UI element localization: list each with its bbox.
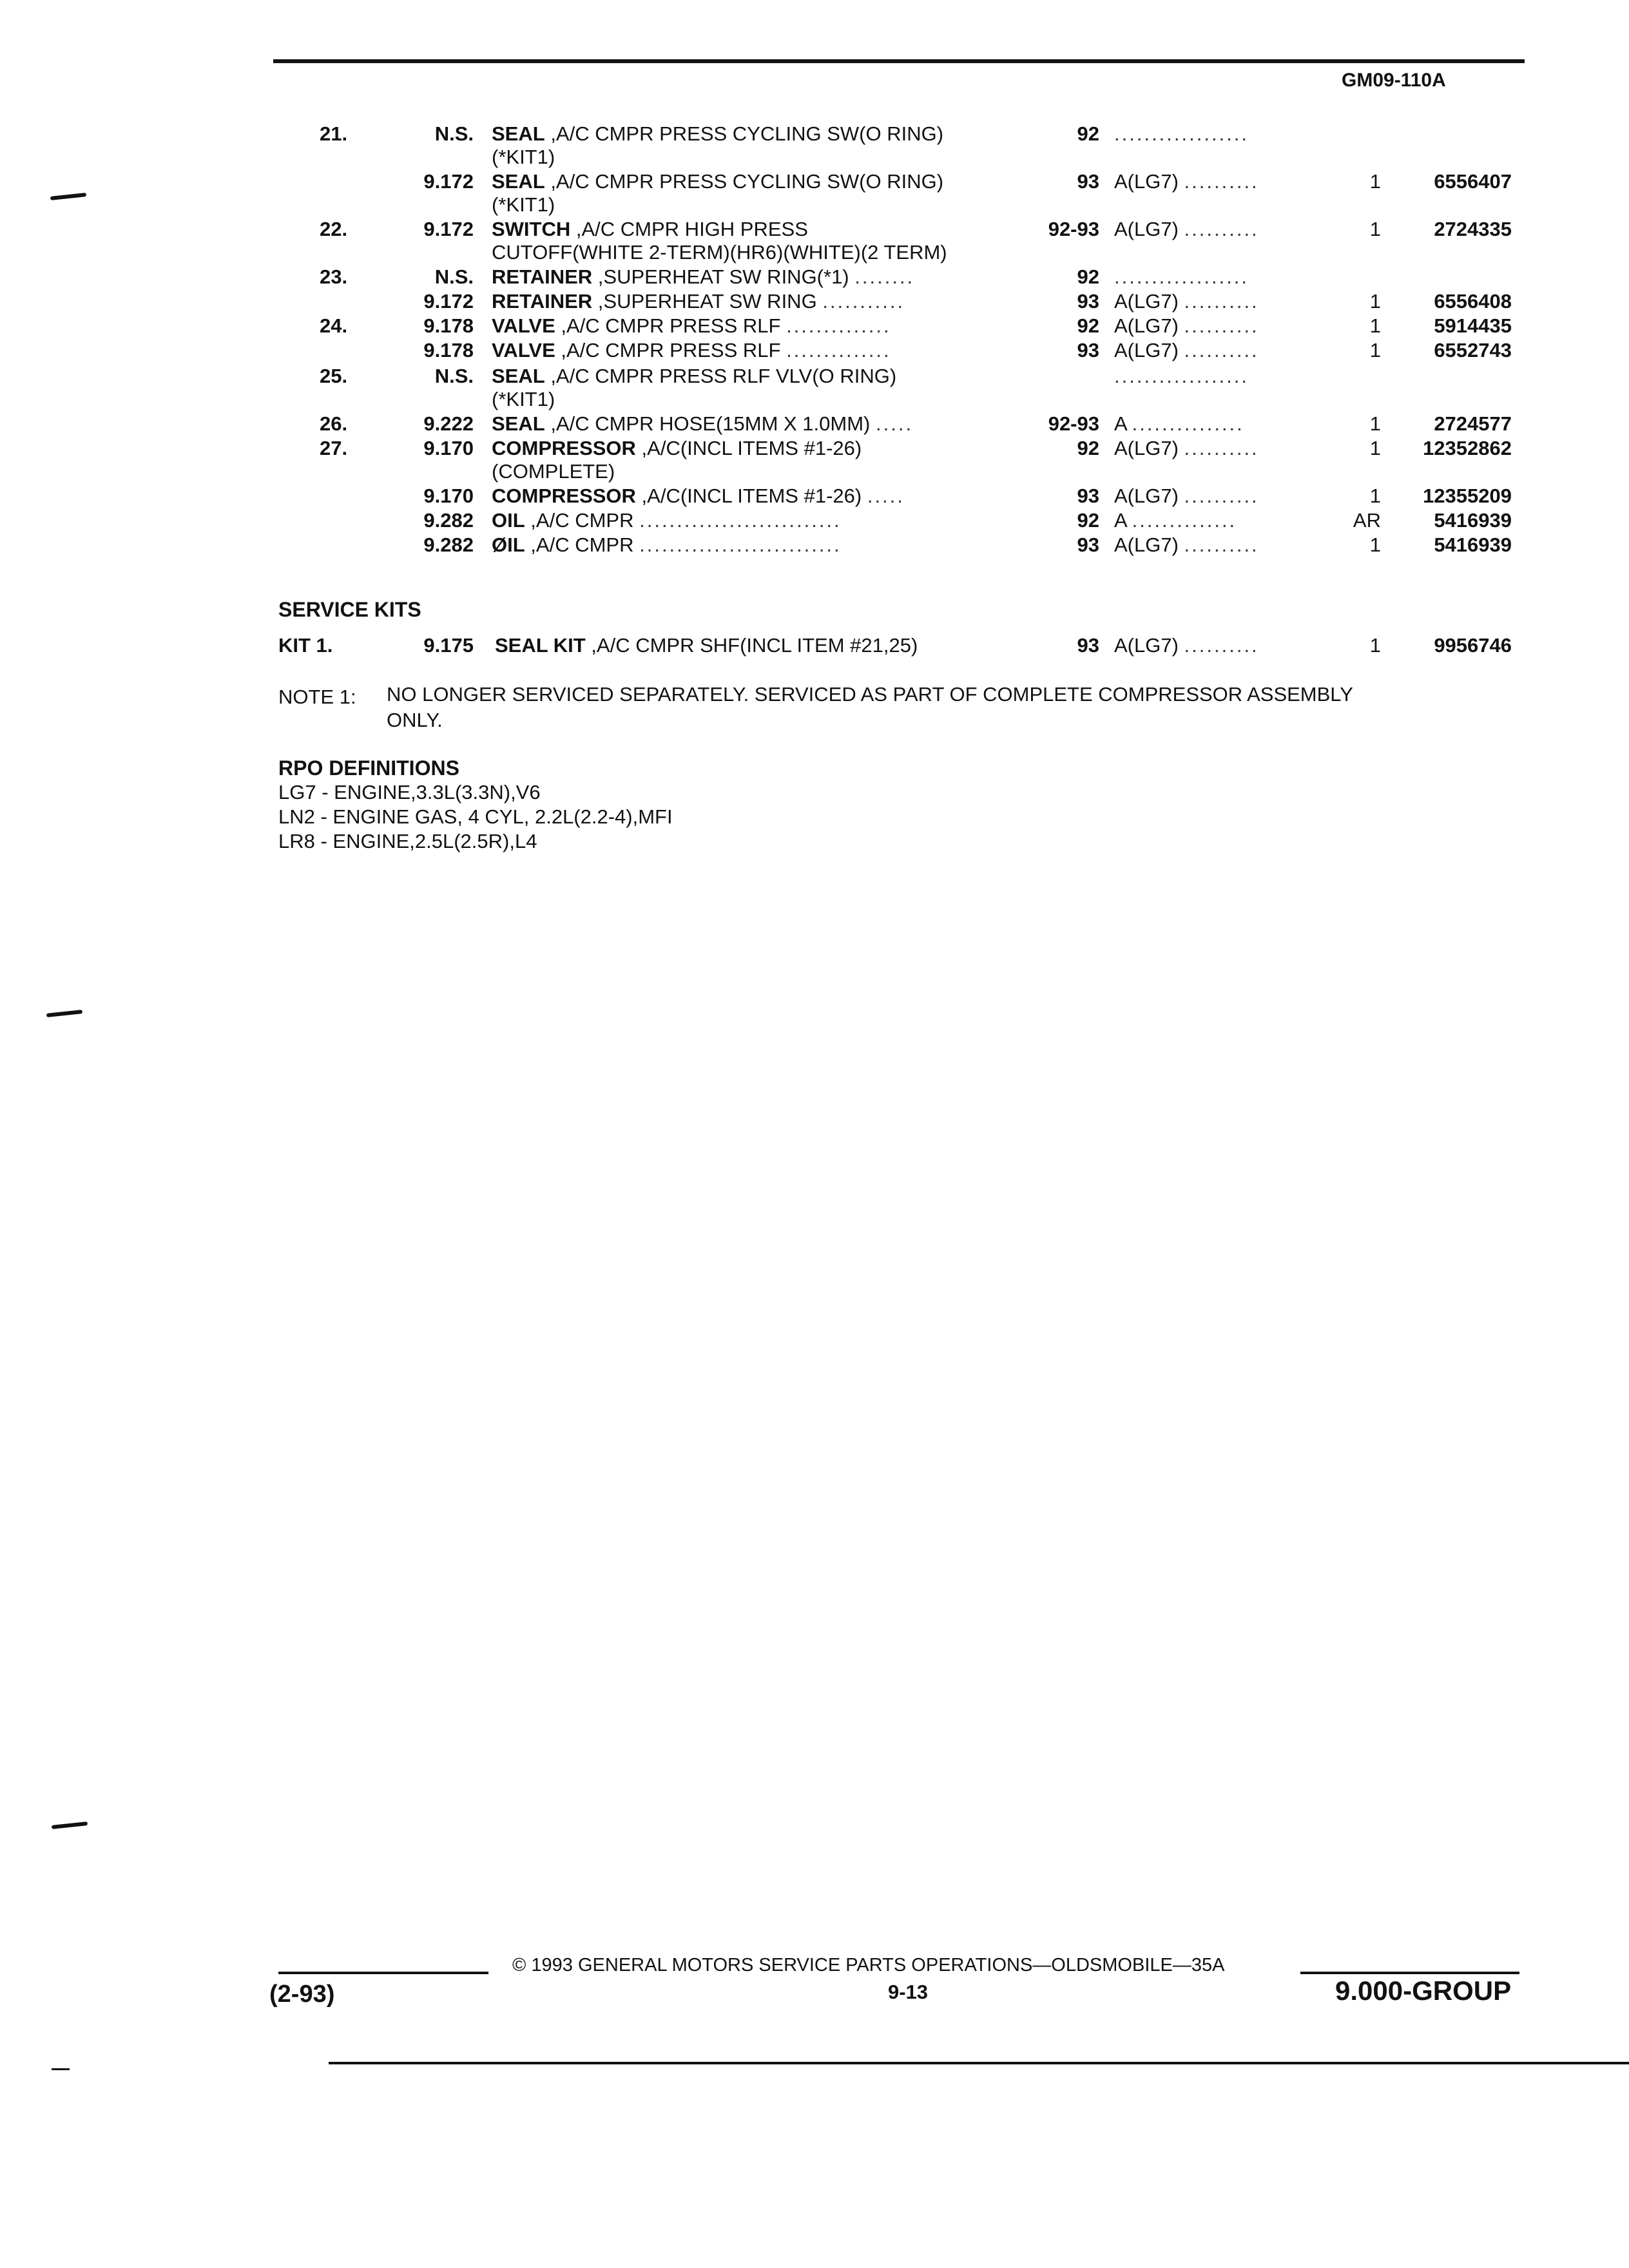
group-number: N.S. [434,122,474,145]
part-description: SEAL ,A/C CMPR PRESS CYCLING SW(O RING) [492,170,944,193]
table-row [0,170,1629,216]
table-row [0,437,1629,483]
description-continuation: (COMPLETE) [492,460,615,483]
item-number: 25. [320,365,348,387]
usage-code: .................. [1114,122,1249,145]
punch-mark [46,1010,82,1017]
part-description: COMPRESSOR ,A/C(INCL ITEMS #1-26) ..... [492,485,905,507]
usage-code: A(LG7) .......... [1114,437,1259,459]
group-number: 9.172 [423,218,474,240]
group-number: 9.170 [423,437,474,459]
page-number: 9-13 [888,1981,929,2003]
group-number: 9.170 [423,485,474,507]
kit-description: SEAL KIT ,A/C CMPR SHF(INCL ITEM #21,25) [495,634,918,657]
quantity: AR [1353,509,1381,532]
group-number: 9.282 [423,533,474,556]
model-year: 92 [1077,509,1099,532]
item-number: 23. [320,265,348,288]
part-number: 6556407 [1434,170,1512,193]
bottom-rule [329,2062,1629,2064]
rpo-definition: LN2 - ENGINE GAS, 4 CYL, 2.2L(2.2-4),MFI [278,805,673,828]
description-continuation: (*KIT1) [492,146,555,168]
model-year: 93 [1077,290,1099,312]
usage-code: A(LG7) .......... [1114,533,1259,556]
part-number: 5416939 [1434,533,1512,556]
usage-code: A(LG7) .......... [1114,218,1259,240]
part-description: SEAL ,A/C CMPR PRESS CYCLING SW(O RING) [492,122,944,145]
part-number: 5416939 [1434,509,1512,532]
model-year: 92-93 [1048,218,1099,240]
group-label: 9.000-GROUP [1335,1975,1512,2006]
model-year: 92 [1077,314,1099,337]
model-year: 92 [1077,265,1099,288]
item-number: 26. [320,412,348,435]
usage-code: .................. [1114,265,1249,288]
model-year: 92-93 [1048,412,1099,435]
part-description: COMPRESSOR ,A/C(INCL ITEMS #1-26) [492,437,862,459]
quantity: 1 [1369,634,1381,657]
rpo-heading: RPO DEFINITIONS [278,756,459,780]
quantity: 1 [1369,339,1381,361]
kit-label: KIT 1. [278,634,333,657]
part-number: 6552743 [1434,339,1512,361]
quantity: 1 [1369,218,1381,240]
group-number: 9.175 [423,634,474,657]
table-row [0,122,1629,168]
rpo-definition: LG7 - ENGINE,3.3L(3.3N),V6 [278,781,541,803]
model-year: 93 [1077,533,1099,556]
item-number: 24. [320,314,348,337]
part-description: VALVE ,A/C CMPR PRESS RLF .............. [492,314,891,337]
model-year: 93 [1077,485,1099,507]
note-label: NOTE 1: [278,686,356,708]
model-year: 92 [1077,122,1099,145]
quantity: 1 [1369,533,1381,556]
table-row [0,365,1629,410]
part-number: 2724335 [1434,218,1512,240]
footer-rule-right [1300,1972,1519,1974]
group-number: N.S. [434,365,474,387]
usage-code: A .............. [1114,509,1237,532]
copyright-text: © 1993 GENERAL MOTORS SERVICE PARTS OPERATIONS—OLDSMOBILE—35A [512,1955,1225,1975]
quantity: 1 [1369,485,1381,507]
note-text-continued: ONLY. [387,709,443,731]
rpo-definition: LR8 - ENGINE,2.5L(2.5R),L4 [278,830,537,852]
part-description: ØIL ,A/C CMPR ........................... [492,533,842,556]
usage-code: A(LG7) .......... [1114,485,1259,507]
header-rule [273,59,1525,63]
group-number: 9.178 [423,339,474,361]
part-description: SEAL ,A/C CMPR HOSE(15MM X 1.0MM) ..... [492,412,914,435]
group-number: 9.222 [423,412,474,435]
part-description: SWITCH ,A/C CMPR HIGH PRESS [492,218,808,240]
document-id: GM09-110A [1342,70,1446,91]
description-continuation: (*KIT1) [492,388,555,410]
usage-code: A(LG7) .......... [1114,314,1259,337]
model-year: 93 [1077,170,1099,193]
group-number: N.S. [434,265,474,288]
model-year: 93 [1077,634,1099,657]
revision-date: (2-93) [269,1981,335,2008]
item-number: 21. [320,122,348,145]
item-number: 22. [320,218,348,240]
part-description: SEAL ,A/C CMPR PRESS RLF VLV(O RING) [492,365,897,387]
part-number: 2724577 [1434,412,1512,435]
quantity: 1 [1369,170,1381,193]
usage-code: A(LG7) .......... [1114,634,1259,657]
usage-code: .................. [1114,365,1249,387]
part-description: RETAINER ,SUPERHEAT SW RING(*1) ........ [492,265,915,288]
model-year: 93 [1077,339,1099,361]
punch-mark [52,1821,88,1829]
quantity: 1 [1369,314,1381,337]
part-description: RETAINER ,SUPERHEAT SW RING ........... [492,290,905,312]
part-number: 12355209 [1423,485,1512,507]
group-number: 9.172 [423,170,474,193]
description-continuation: CUTOFF(WHITE 2-TERM)(HR6)(WHITE)(2 TERM) [492,241,947,264]
usage-code: A(LG7) .......... [1114,339,1259,361]
group-number: 9.172 [423,290,474,312]
service-kits-heading: SERVICE KITS [278,598,421,621]
model-year: 92 [1077,437,1099,459]
item-number: 27. [320,437,348,459]
part-number: 9956746 [1434,634,1512,657]
note-text: NO LONGER SERVICED SEPARATELY. SERVICED AS PART OF COMPLETE COMPRESSOR ASSEMBLY [387,683,1353,706]
usage-code: A ............... [1114,412,1244,435]
footer-rule-left [278,1972,488,1974]
quantity: 1 [1369,437,1381,459]
quantity: 1 [1369,412,1381,435]
kit-row [0,634,1629,673]
group-number: 9.282 [423,509,474,532]
description-continuation: (*KIT1) [492,193,555,216]
usage-code: A(LG7) .......... [1114,290,1259,312]
part-number: 5914435 [1434,314,1512,337]
usage-code: A(LG7) .......... [1114,170,1259,193]
quantity: 1 [1369,290,1381,312]
margin-tick [52,2068,70,2070]
part-description: VALVE ,A/C CMPR PRESS RLF .............. [492,339,891,361]
part-number: 12352862 [1423,437,1512,459]
part-description: OIL ,A/C CMPR ........................... [492,509,842,532]
table-row [0,218,1629,264]
group-number: 9.178 [423,314,474,337]
part-number: 6556408 [1434,290,1512,312]
table-row [0,533,1629,572]
